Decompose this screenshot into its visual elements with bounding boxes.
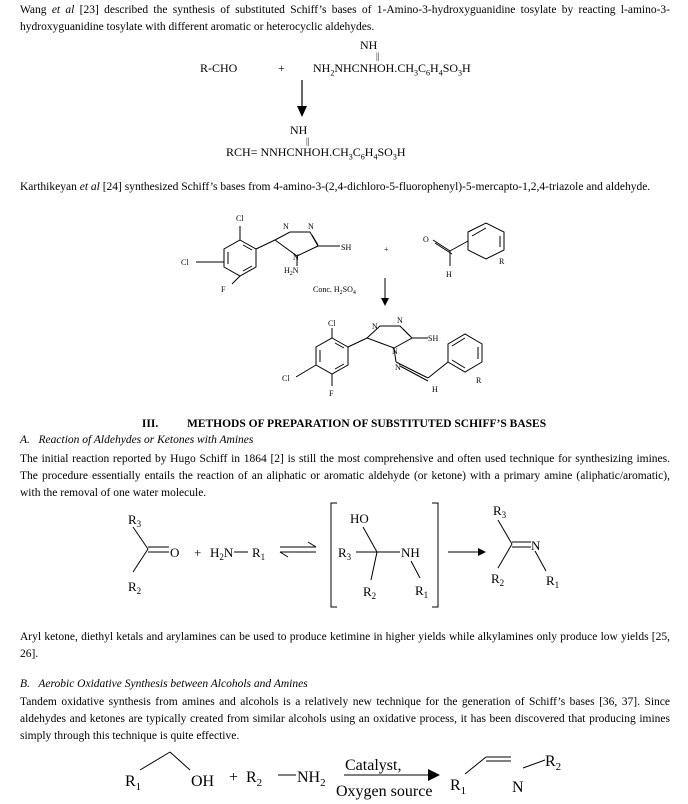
- triazole-n4: N: [293, 253, 299, 262]
- guanidine-tosylate-reactant: $NH_2NHCNHOH.CH_3C_6H_4SO_3H$: [313, 61, 471, 78]
- product-r2: $R_2$: [545, 753, 562, 773]
- carbonyl-o: O: [170, 545, 180, 560]
- reagent-label: Conc. $H_2SO_4$: [313, 285, 356, 296]
- nh-label: NH: [401, 545, 420, 560]
- r2-label: $R_2$: [246, 769, 263, 789]
- cl-left-label: Cl: [181, 258, 189, 267]
- sh-label: SH: [341, 243, 352, 252]
- product-n5: N: [395, 363, 401, 372]
- product-r1: $R_1$: [450, 777, 467, 797]
- product-nh-label: NH: [290, 123, 308, 137]
- product-cl-top: Cl: [328, 319, 336, 328]
- product-sh: SH: [428, 334, 439, 343]
- paragraph-text: [23] described the synthesis of substituted Schiff’s bases of 1-Amino-3-hydroxyguanidine tosylate by reacting l-amino-3-hydroxyguanidine tosylate with different aromatic or heterocyclic aldehydes.: [20, 4, 670, 33]
- product-r2: $R_2$: [491, 571, 505, 588]
- product-cl-left: Cl: [282, 374, 290, 383]
- product-r3: $R_3$: [493, 503, 507, 520]
- mid-r1-label: $R_1$: [415, 583, 429, 600]
- subsection-title: Reaction of Aldehydes or Ketones with Amines: [38, 434, 254, 446]
- plus-sign: +: [278, 61, 285, 75]
- schiff-base-product: $RCH= NNHCNHOH.CH_3C_6H_4SO_3H$: [226, 145, 406, 162]
- carbonyl-o: O: [423, 235, 429, 244]
- oxygen-source-label: Oxygen source: [336, 783, 433, 800]
- product-f: F: [329, 389, 334, 398]
- product-r1: $R_1$: [546, 573, 560, 590]
- triazole-n1: N: [283, 222, 289, 231]
- r2-label: $R_2$: [128, 579, 142, 596]
- product-n2: N: [397, 316, 403, 325]
- product-n1: N: [372, 322, 378, 331]
- mid-r3-label: $R_3$: [338, 545, 352, 562]
- paragraph-tandem-oxidative: Tandem oxidative synthesis from amines and alcohols is a relatively new technique for the generation of Schiff’s bases [36, 37]. Since aldehydes and ketones are typically created from similar alcohols using an oxidative process, it has been discovered that producing imines simply through this technique is quite effective.: [20, 696, 670, 742]
- mid-r2-label: $R_2$: [363, 584, 377, 601]
- oh-label: OH: [191, 773, 215, 790]
- subsection-letter: A.: [20, 434, 30, 446]
- author-name: Wang: [20, 4, 52, 16]
- section-title: METHODS OF PREPARATION OF SUBSTITUTED SCHIFF’S BASES: [186, 418, 547, 430]
- plus-sign: +: [384, 245, 389, 254]
- aldehyde-h: H: [446, 270, 452, 279]
- paragraph-hugo-schiff: The initial reaction reported by Hugo Schiff in 1864 [2] is still the most comprehensive and often used technique for synthesizing imines. The procedure essentially entails the reaction of an aliphatic or aromatic aldehyde (or ketone) with a primary amine (aliphatic/aromatic), with the removal of one water molecule.: [20, 453, 670, 499]
- r-substituent: R: [499, 257, 505, 266]
- subsection-letter: B.: [20, 678, 30, 690]
- r1-label: $R_1$: [125, 773, 142, 793]
- subsection-title: Aerobic Oxidative Synthesis between Alcohols and Amines: [38, 678, 308, 690]
- plus-sign: +: [229, 769, 239, 786]
- product-n: N: [531, 538, 541, 553]
- double-bond-mark: ||: [306, 136, 310, 146]
- amine-reagent: $H_2N$: [210, 545, 234, 562]
- imino-nh-label: NH: [360, 38, 378, 52]
- product-h: H: [432, 385, 438, 394]
- product-r: R: [476, 376, 482, 385]
- triazole-n2: N: [308, 222, 314, 231]
- plus-sign: +: [194, 545, 202, 560]
- aldehyde-reactant: R-CHO: [200, 61, 238, 75]
- et-al: et al: [79, 181, 100, 193]
- product-n: N: [512, 779, 524, 796]
- ho-label: HO: [350, 511, 369, 526]
- double-bond-mark: ||: [376, 51, 380, 61]
- author-name: Karthikeyan: [20, 181, 80, 193]
- paragraph-text: [24] synthesized Schiff’s bases from 4-amino-3-(2,4-dichloro-5-fluorophenyl)-5-mercapto-1,2,4-triazole and aldehyde.: [99, 181, 651, 193]
- r3-label: $R_3$: [128, 512, 142, 529]
- catalyst-label: Catalyst,: [345, 757, 402, 774]
- cl-top-label: Cl: [236, 214, 244, 223]
- et-al: et al: [51, 4, 75, 16]
- h2n-label: $H_2N$: [284, 266, 299, 277]
- product-n4: N: [392, 347, 398, 356]
- amine-r1: $R_1$: [252, 545, 266, 562]
- nh2-label: $NH_2$: [297, 769, 326, 789]
- paragraph-aryl-ketone: Aryl ketone, diethyl ketals and arylamines can be used to produce ketimine in higher yields while alkylamines only produce low yields [25, 26].: [20, 631, 670, 660]
- section-number: III.: [141, 418, 159, 430]
- f-label: F: [221, 285, 226, 294]
